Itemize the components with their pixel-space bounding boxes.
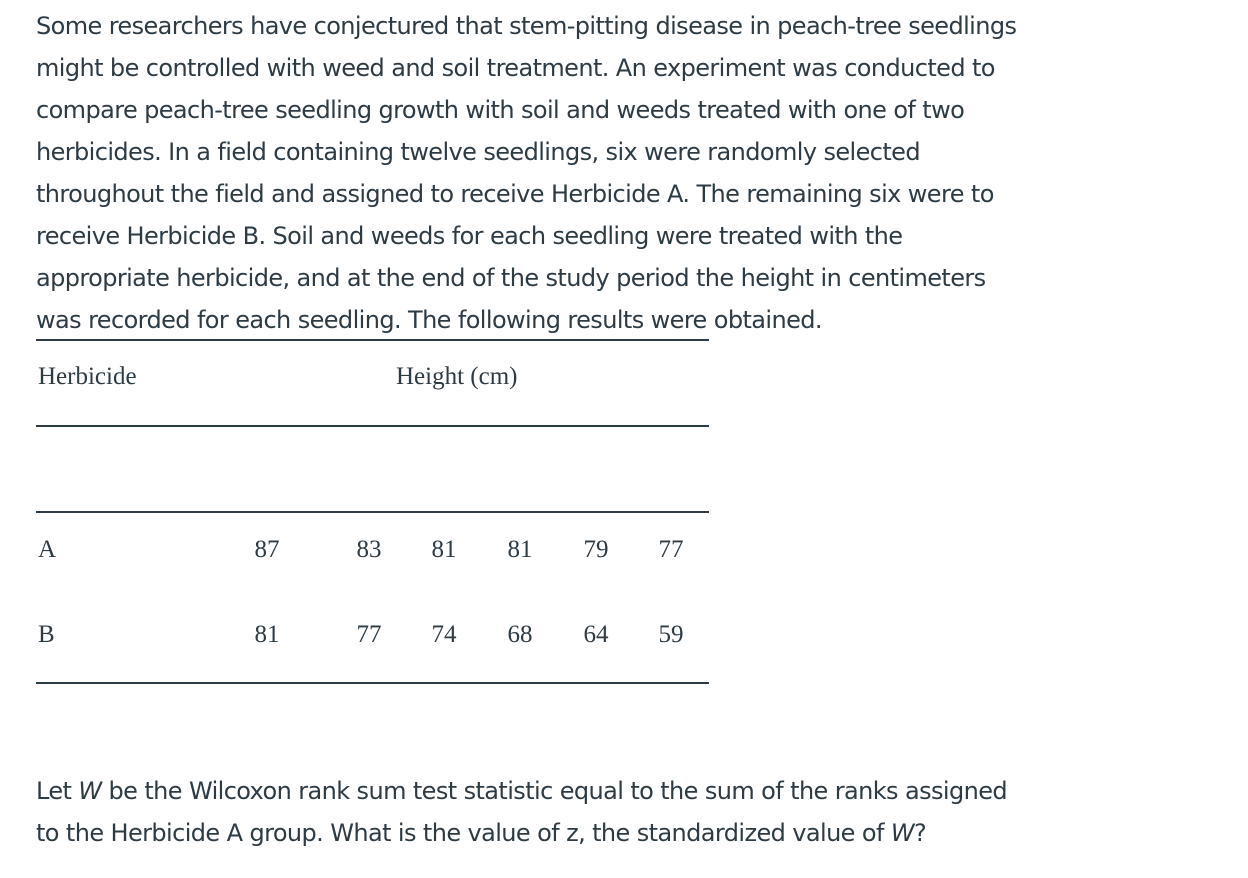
header-bottom-rule xyxy=(36,425,709,427)
question-text-part: Let xyxy=(36,777,79,805)
statement-line: compare peach-tree seedling growth with soil and weeds treated with one of two xyxy=(36,96,965,124)
table-bottom-rule xyxy=(36,682,709,684)
height-value: 83 xyxy=(356,536,382,563)
problem-statement xyxy=(36,5,1126,341)
height-value: 81 xyxy=(507,536,533,563)
height-value: 81 xyxy=(254,621,280,648)
height-value: 68 xyxy=(507,621,533,648)
statement-line: throughout the field and assigned to receive Herbicide A. The remaining six were to xyxy=(36,180,994,208)
question-text xyxy=(36,770,1136,854)
statement-line: herbicides. In a field containing twelve seedlings, six were randomly selected xyxy=(36,138,920,166)
height-value: 77 xyxy=(356,621,382,648)
statement-line: might be controlled with weed and soil treatment. An experiment was conducted to xyxy=(36,54,995,82)
statement-line: receive Herbicide B. Soil and weeds for each seedling were treated with the xyxy=(36,222,903,250)
row-label: A xyxy=(38,536,57,563)
column-header-height: Height (cm) xyxy=(396,363,518,390)
question-text-part: be the Wilcoxon rank sum test statistic equal to the sum of the ranks assigned xyxy=(101,777,1007,805)
question-text-part: ? xyxy=(913,819,927,847)
height-value: 87 xyxy=(254,536,280,563)
height-value: 74 xyxy=(431,621,457,648)
table-top-rule xyxy=(36,339,709,341)
height-value: 81 xyxy=(431,536,457,563)
height-value: 59 xyxy=(658,621,684,648)
variable-w: W xyxy=(890,819,914,847)
question-line xyxy=(36,812,1136,854)
height-value: 77 xyxy=(658,536,684,563)
row-label: B xyxy=(38,621,55,648)
statement-line: Some researchers have conjectured that stem-pitting disease in peach-tree seedlings xyxy=(36,12,1017,40)
height-value: 64 xyxy=(583,621,609,648)
body-top-rule xyxy=(36,511,709,513)
height-value: 79 xyxy=(583,536,609,563)
variable-w: W xyxy=(78,777,102,805)
column-header-herbicide: Herbicide xyxy=(38,363,137,390)
statement-line: was recorded for each seedling. The following results were obtained. xyxy=(36,306,822,334)
question-text-part: to the Herbicide A group. What is the value of z, the standardized value of xyxy=(36,819,891,847)
statement-line: appropriate herbicide, and at the end of the study period the height in centimeters xyxy=(36,264,986,292)
question-line xyxy=(36,770,1136,812)
